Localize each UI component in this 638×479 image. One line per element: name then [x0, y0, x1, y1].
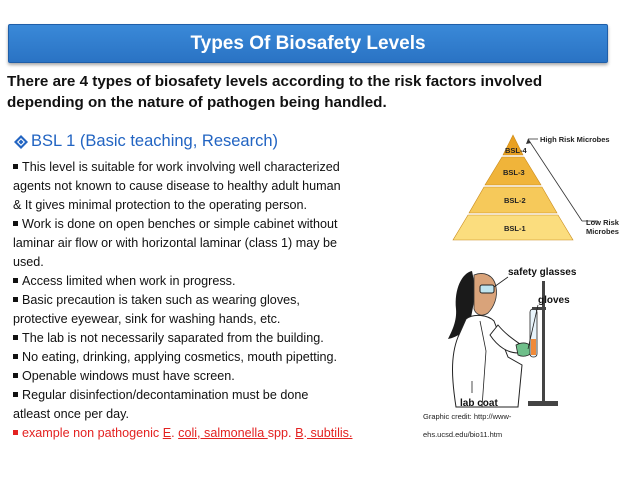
intro-line: depending on the nature of pathogen being handled.	[7, 94, 387, 111]
pyramid-label-bsl1: BSL-1	[504, 224, 526, 233]
text-line: & It gives minimal protection to the operating person.	[13, 198, 308, 212]
pyramid-label-bsl3: BSL-3	[503, 168, 525, 177]
square-bullet-icon	[13, 164, 18, 169]
intro-line: There are 4 types of biosafety levels according to the risk factors involved	[7, 73, 543, 90]
bullet-line: Work is done on open benches or simple cabinet without	[13, 215, 418, 234]
diamond-bullet-icon	[14, 135, 28, 149]
graphic-credit	[423, 408, 623, 444]
bsl1-heading	[14, 132, 278, 151]
pyramid-label-bsl2: BSL-2	[504, 196, 526, 205]
bullet-line: This level is suitable for work involving well characterized	[13, 158, 418, 177]
text-line: protective eyewear, sink for washing hands, etc.	[13, 312, 281, 326]
high-risk-label: High Risk Microbes	[540, 135, 610, 144]
square-bullet-icon	[13, 335, 18, 340]
credit-line: Graphic credit: http://www-	[423, 412, 512, 421]
example-line: example non pathogenic E. coli, salmonella spp. B. subtilis.	[13, 424, 418, 443]
text-line: atleast once per day.	[13, 407, 129, 421]
bsl-pyramid-graphic	[448, 127, 638, 247]
square-bullet-icon	[13, 392, 18, 397]
scientist-illustration	[432, 261, 584, 409]
heading-text: BSL 1 (Basic teaching, Research)	[31, 132, 279, 150]
safety-glasses-label: safety glasses	[508, 267, 577, 278]
intro-text	[7, 71, 602, 113]
square-bullet-icon	[13, 354, 18, 359]
lab-coat-label: lab coat	[460, 398, 498, 409]
slide-title: Types Of Biosafety Levels	[190, 32, 426, 54]
bullet-line: The lab is not necessarily saparated from the building.	[13, 329, 418, 348]
bullet-line: No eating, drinking, applying cosmetics, mouth pipetting.	[13, 348, 418, 367]
scientist-svg	[432, 261, 584, 409]
bullet-line: Openable windows must have screen.	[13, 367, 418, 386]
gloves-label: gloves	[538, 295, 570, 306]
bullet-line: Basic precaution is taken such as wearing gloves,	[13, 291, 418, 310]
bullet-line: Regular disinfection/decontamination must be done	[13, 386, 418, 405]
square-bullet-icon	[13, 297, 18, 302]
credit-url-link[interactable]: http://www-	[473, 412, 512, 421]
pyramid-label-bsl4: BSL-4	[505, 146, 527, 155]
title-banner	[8, 24, 608, 63]
text-line: used.	[13, 255, 44, 269]
square-bullet-icon	[13, 278, 18, 283]
arrow-head-icon	[526, 139, 531, 144]
square-bullet-icon	[13, 221, 18, 226]
low-risk-label: Low Risk Microbes	[586, 218, 619, 236]
square-bullet-icon	[13, 373, 18, 378]
bsl1-description	[13, 158, 418, 443]
text-line: laminar air flow or with horizontal laminar (class 1) may be	[13, 236, 338, 250]
credit-url-link[interactable]: ehs.ucsd.edu/bio11.htm	[423, 430, 503, 439]
text-line: agents not known to cause disease to healthy adult human	[13, 179, 341, 193]
square-bullet-icon	[13, 430, 18, 435]
bullet-line: Access limited when work in progress.	[13, 272, 418, 291]
